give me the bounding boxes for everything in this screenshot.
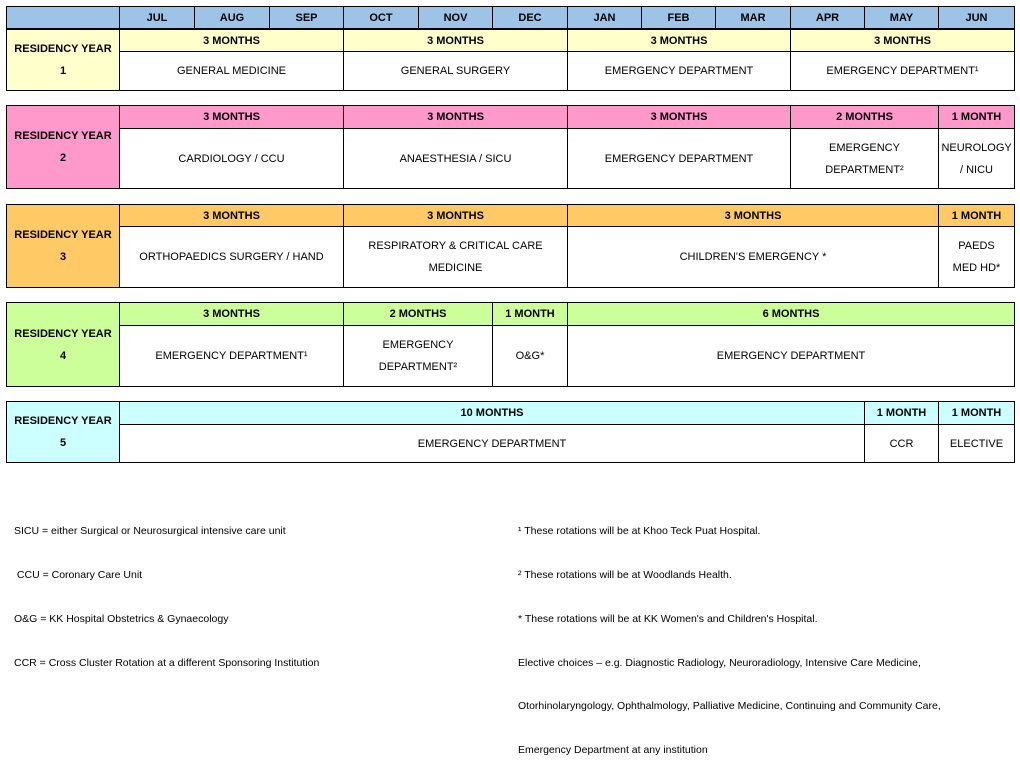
month-header-dec: DEC <box>492 6 568 29</box>
year-1-duration: 3 MONTHS <box>790 29 1015 52</box>
footnote-line: * These rotations will be at KK Women's and Children's Hospital. <box>518 612 818 625</box>
year-5-rotation: CCR <box>864 424 939 463</box>
year-2-rotation: EMERGENCY DEPARTMENT² <box>790 128 939 189</box>
month-header-jul: JUL <box>119 6 195 29</box>
header-corner <box>6 6 120 29</box>
year-3-label: RESIDENCY YEAR 3 <box>6 204 120 288</box>
year-5-duration: 1 MONTH <box>938 401 1015 425</box>
year-4-duration: 3 MONTHS <box>119 302 344 326</box>
year-4-label: RESIDENCY YEAR 4 <box>6 302 120 387</box>
year-4-rotation: EMERGENCY DEPARTMENT <box>567 325 1015 387</box>
legend-line: O&G = KK Hospital Obstetrics & Gynaecology <box>14 612 229 625</box>
year-4-duration: 2 MONTHS <box>343 302 493 326</box>
year-1-rotation: EMERGENCY DEPARTMENT¹ <box>790 51 1015 91</box>
year-3-rotation: CHILDREN'S EMERGENCY * <box>567 226 939 288</box>
year-1-rotation: GENERAL SURGERY <box>343 51 568 91</box>
legend-footnotes <box>518 495 941 772</box>
year-5-label: RESIDENCY YEAR 5 <box>6 401 120 463</box>
month-header-jun: JUN <box>938 6 1015 29</box>
year-3-rotation: PAEDS MED HD* <box>938 226 1015 288</box>
year-5-duration: 10 MONTHS <box>119 401 865 425</box>
year-3-duration: 1 MONTH <box>938 204 1015 227</box>
year-1-duration: 3 MONTHS <box>343 29 568 52</box>
year-2-duration: 3 MONTHS <box>119 105 344 129</box>
year-2-duration: 1 MONTH <box>938 105 1015 129</box>
year-5-rotation: EMERGENCY DEPARTMENT <box>119 424 865 463</box>
legend-abbreviations <box>14 495 319 685</box>
month-header-nov: NOV <box>418 6 493 29</box>
month-header-jan: JAN <box>567 6 642 29</box>
year-2-label: RESIDENCY YEAR 2 <box>6 105 120 189</box>
year-4-rotation: O&G* <box>492 325 568 387</box>
year-2-duration: 3 MONTHS <box>343 105 568 129</box>
year-1-rotation: EMERGENCY DEPARTMENT <box>567 51 791 91</box>
year-2-rotation: ANAESTHESIA / SICU <box>343 128 568 189</box>
year-1-rotation: GENERAL MEDICINE <box>119 51 344 91</box>
month-header-aug: AUG <box>194 6 270 29</box>
year-3-duration: 3 MONTHS <box>343 204 568 227</box>
year-4-rotation: EMERGENCY DEPARTMENT² <box>343 325 493 387</box>
month-header-oct: OCT <box>343 6 419 29</box>
footnote-line: Elective choices – e.g. Diagnostic Radiology, Neuroradiology, Intensive Care Medicine, <box>518 656 921 669</box>
footnote-line: Emergency Department at any institution <box>518 744 708 757</box>
month-header-feb: FEB <box>641 6 716 29</box>
footnote-line: Otorhinolaryngology, Ophthalmology, Palliative Medicine, Continuing and Community Care, <box>518 700 941 713</box>
month-header-sep: SEP <box>269 6 344 29</box>
month-header-may: MAY <box>864 6 939 29</box>
year-2-rotation: CARDIOLOGY / CCU <box>119 128 344 189</box>
year-2-rotation: NEUROLOGY / NICU <box>938 128 1015 189</box>
footnote-line: ² These rotations will be at Woodlands Health. <box>518 568 732 581</box>
year-3-duration: 3 MONTHS <box>567 204 939 227</box>
year-2-rotation: EMERGENCY DEPARTMENT <box>567 128 791 189</box>
year-3-duration: 3 MONTHS <box>119 204 344 227</box>
legend-line: CCR = Cross Cluster Rotation at a different Sponsoring Institution <box>14 656 320 669</box>
year-5-duration: 1 MONTH <box>864 401 939 425</box>
year-4-rotation: EMERGENCY DEPARTMENT¹ <box>119 325 344 387</box>
year-5-rotation: ELECTIVE <box>938 424 1015 463</box>
footnote-line: ¹ These rotations will be at Khoo Teck Puat Hospital. <box>518 525 761 538</box>
month-header-mar: MAR <box>715 6 791 29</box>
month-header-apr: APR <box>790 6 865 29</box>
year-1-duration: 3 MONTHS <box>567 29 791 52</box>
year-2-duration: 2 MONTHS <box>790 105 939 129</box>
year-2-duration: 3 MONTHS <box>567 105 791 129</box>
year-4-duration: 6 MONTHS <box>567 302 1015 326</box>
year-1-duration: 3 MONTHS <box>119 29 344 52</box>
year-1-label: RESIDENCY YEAR 1 <box>6 29 120 91</box>
legend-line: SICU = either Surgical or Neurosurgical intensive care unit <box>14 525 286 538</box>
year-3-rotation: RESPIRATORY & CRITICAL CARE MEDICINE <box>343 226 568 288</box>
year-4-duration: 1 MONTH <box>492 302 568 326</box>
year-3-rotation: ORTHOPAEDICS SURGERY / HAND <box>119 226 344 288</box>
legend-line: CCU = Coronary Care Unit <box>14 568 143 581</box>
